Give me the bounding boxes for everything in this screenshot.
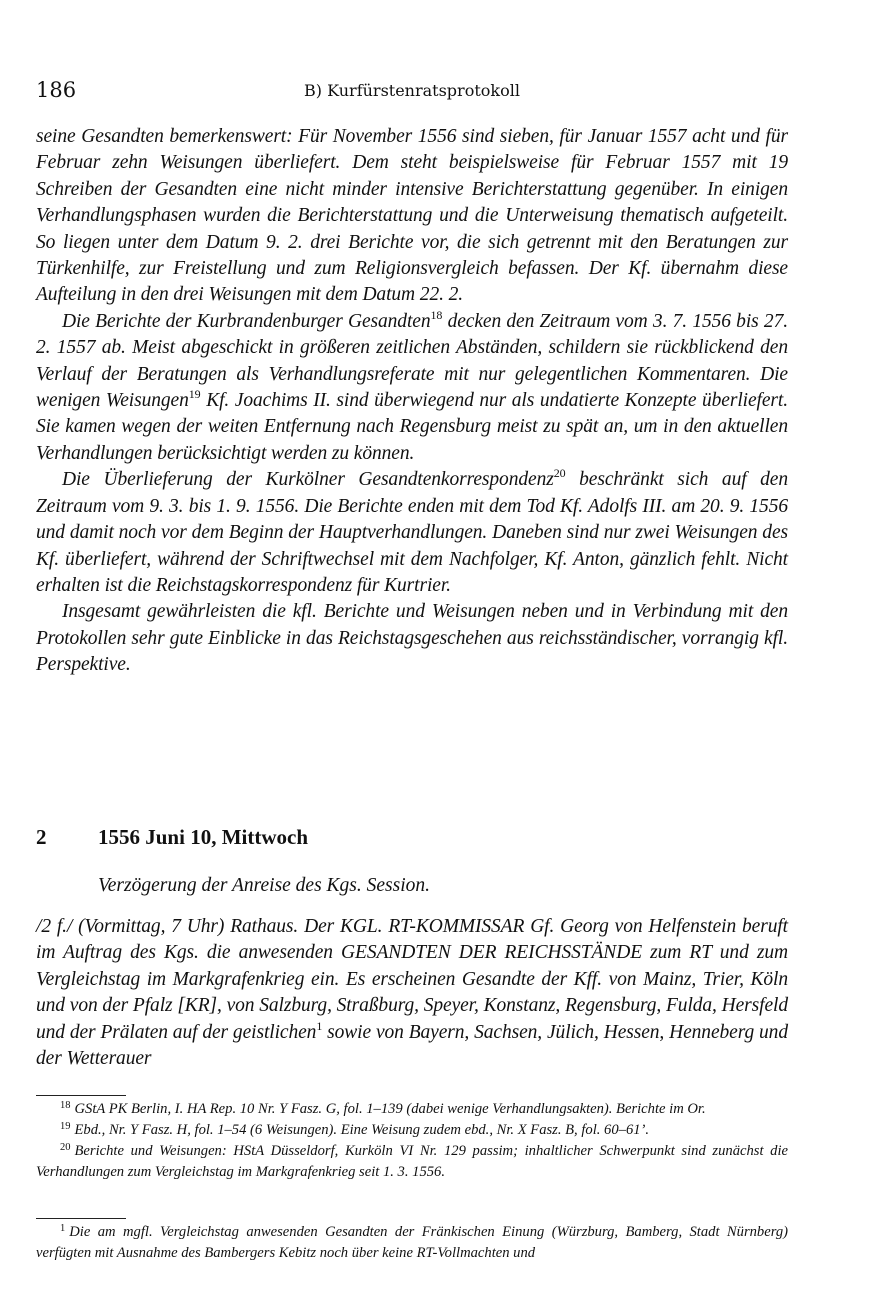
paragraph-3-part-b: beschränkt sich auf den Zeitraum vom 9. 3. bis 1. 9. 1556. Die Berichte enden mit dem Tod Kf. Adolfs III. am 20. 9. 1556 und damit noch vor dem Beginn der Hauptverhandlungen. Daneben sind nur zwei Weisungen des Kf. überliefert, während der Schriftwechsel mit dem Nachfolger, Kf. Anton, gänzlich fehlt. Nicht erhalten ist die Reichstagskorrespondenz für Kurtrier. (36, 469, 788, 596)
section-title: 1556 Juni 10, Mittwoch (98, 825, 308, 849)
section-summary: Verzögerung der Anreise des Kgs. Session. (98, 875, 431, 896)
paragraph-3 (36, 467, 788, 599)
section-paragraph (36, 914, 788, 1072)
paragraph-1: seine Gesandten bemerkenswert: Für November 1556 sind sieben, für Januar 1557 acht und für Februar zehn Weisungen überliefert. Dem steht beispielsweise für Februar 1557 mit 19 Schreiben der Gesandten eine nicht minder intensive Berichterstattung gegenüber. In einigen Verhandlungsphasen wurden die Berichterstattung und die Unterweisung thematisch aufgeteilt. So liegen unter dem Datum 9. 2. drei Berichte vor, die sich getrennt mit den Beratungen zur Türkenhilfe, zur Freistellung und zum Religionsvergleich befassen. Der Kf. übernahm diese Aufteilung in den drei Weisungen mit dem Datum 22. 2. (36, 126, 788, 306)
running-head: B) Kurfürstenratsprotokoll (304, 81, 520, 100)
footnote-ref-19[interactable]: 19 (188, 387, 201, 402)
footnote-ref-20[interactable]: 20 (553, 466, 566, 481)
section-heading (36, 825, 788, 850)
footnote-ref-18[interactable]: 18 (430, 307, 443, 322)
paragraph-4: Insgesamt gewährleisten die kfl. Berichte und Weisungen neben und in Verbindung mit den Protokollen sehr gute Einblicke in das Reichstagsgeschehen aus reichsständischer, vorrangig kfl. Perspektive. (36, 601, 788, 676)
footnote (36, 1222, 788, 1264)
footnote-ref-1[interactable]: 1 (316, 1018, 323, 1033)
footnote (36, 1120, 788, 1141)
footnote-mark: 20 (60, 1142, 71, 1153)
body-text (36, 124, 788, 679)
footnote-mark: 18 (60, 1100, 71, 1111)
footnote-text: Die am mgfl. Vergleichstag anwesenden Gesandten der Fränkischen Einung (Würzburg, Bamberg, Stadt Nürnberg) verfügten mit Ausnahme des Bambergers Kebitz noch über keine RT-Vollmachten und (36, 1224, 788, 1261)
footnotes (36, 1099, 788, 1183)
paragraph-3-part-a: Die Überlieferung der Kurkölner Gesandtenkorrespondenz (62, 469, 554, 491)
page-header (36, 78, 788, 104)
footnote (36, 1099, 788, 1120)
footnote-divider (36, 1095, 126, 1096)
footnote-text: Berichte und Weisungen: HStA Düsseldorf, Kurköln VI Nr. 129 passim; inhaltlicher Schwerpunkt sind zunächst die Verhandlungen zum Vergleichstag im Markgrafenkrieg seit 1. 3. 1556. (36, 1143, 788, 1180)
section-footnote-divider (36, 1218, 126, 1219)
page-number: 186 (36, 78, 77, 102)
paragraph-2 (36, 309, 788, 467)
footnote-mark: 19 (60, 1121, 71, 1132)
section-number: 2 (36, 825, 47, 849)
paragraph-2-part-a: Die Berichte der Kurbrandenburger Gesandten (62, 310, 431, 332)
paragraph-2-part-b: decken den Zeitraum vom 3. 7. 1556 bis 27. 2. 1557 ab. Meist abgeschickt in größeren zeitlichen Abständen, schildern sie rückblickend den Verlauf der Beratungen als Verhandlungsreferate mit nur gelegentlichen Kommentaren. Die wenigen Weisungen (36, 310, 788, 412)
footnote-text: Ebd., Nr. Y Fasz. H, fol. 1–54 (6 Weisungen). Eine Weisung zudem ebd., Nr. X Fasz. B, fol. 60–61’. (74, 1122, 650, 1138)
footnote (36, 1141, 788, 1183)
footnote-text: GStA PK Berlin, I. HA Rep. 10 Nr. Y Fasz. G, fol. 1–139 (dabei wenige Verhandlungsakten). Berichte im Or. (74, 1101, 706, 1117)
footnote-mark: 1 (60, 1223, 66, 1234)
section-footnotes (36, 1222, 788, 1264)
section-text (36, 914, 788, 1072)
section-text-part-b: sowie von Bayern, Sachsen, Jülich, Hessen, Henneberg und der Wetterauer (36, 1021, 788, 1070)
paragraph-2-part-c: Kf. Joachims II. sind überwiegend nur als undatierte Konzepte überliefert. Sie kamen wegen der weiten Entfernung nach Regensburg meist zu spät an, um in den aktuellen Verhandlungen berücksichtigt werden zu können. (36, 390, 788, 464)
section-text-part-a: /2 f./ (Vormittag, 7 Uhr) Rathaus. Der KGL. RT-KOMMISSAR Gf. Georg von Helfenstein beruft im Auftrag des Kgs. die anwesenden GESANDTEN DER REICHSSTÄNDE zum RT und zum Vergleichstag im Markgrafenkrieg ein. Es erscheinen Gesandte der Kff. von Mainz, Trier, Köln und von der Pfalz [KR], von Salzburg, Straßburg, Speyer, Konstanz, Regensburg, Fulda, Hersfeld und der Prälaten auf der geistlichen (36, 916, 788, 1043)
